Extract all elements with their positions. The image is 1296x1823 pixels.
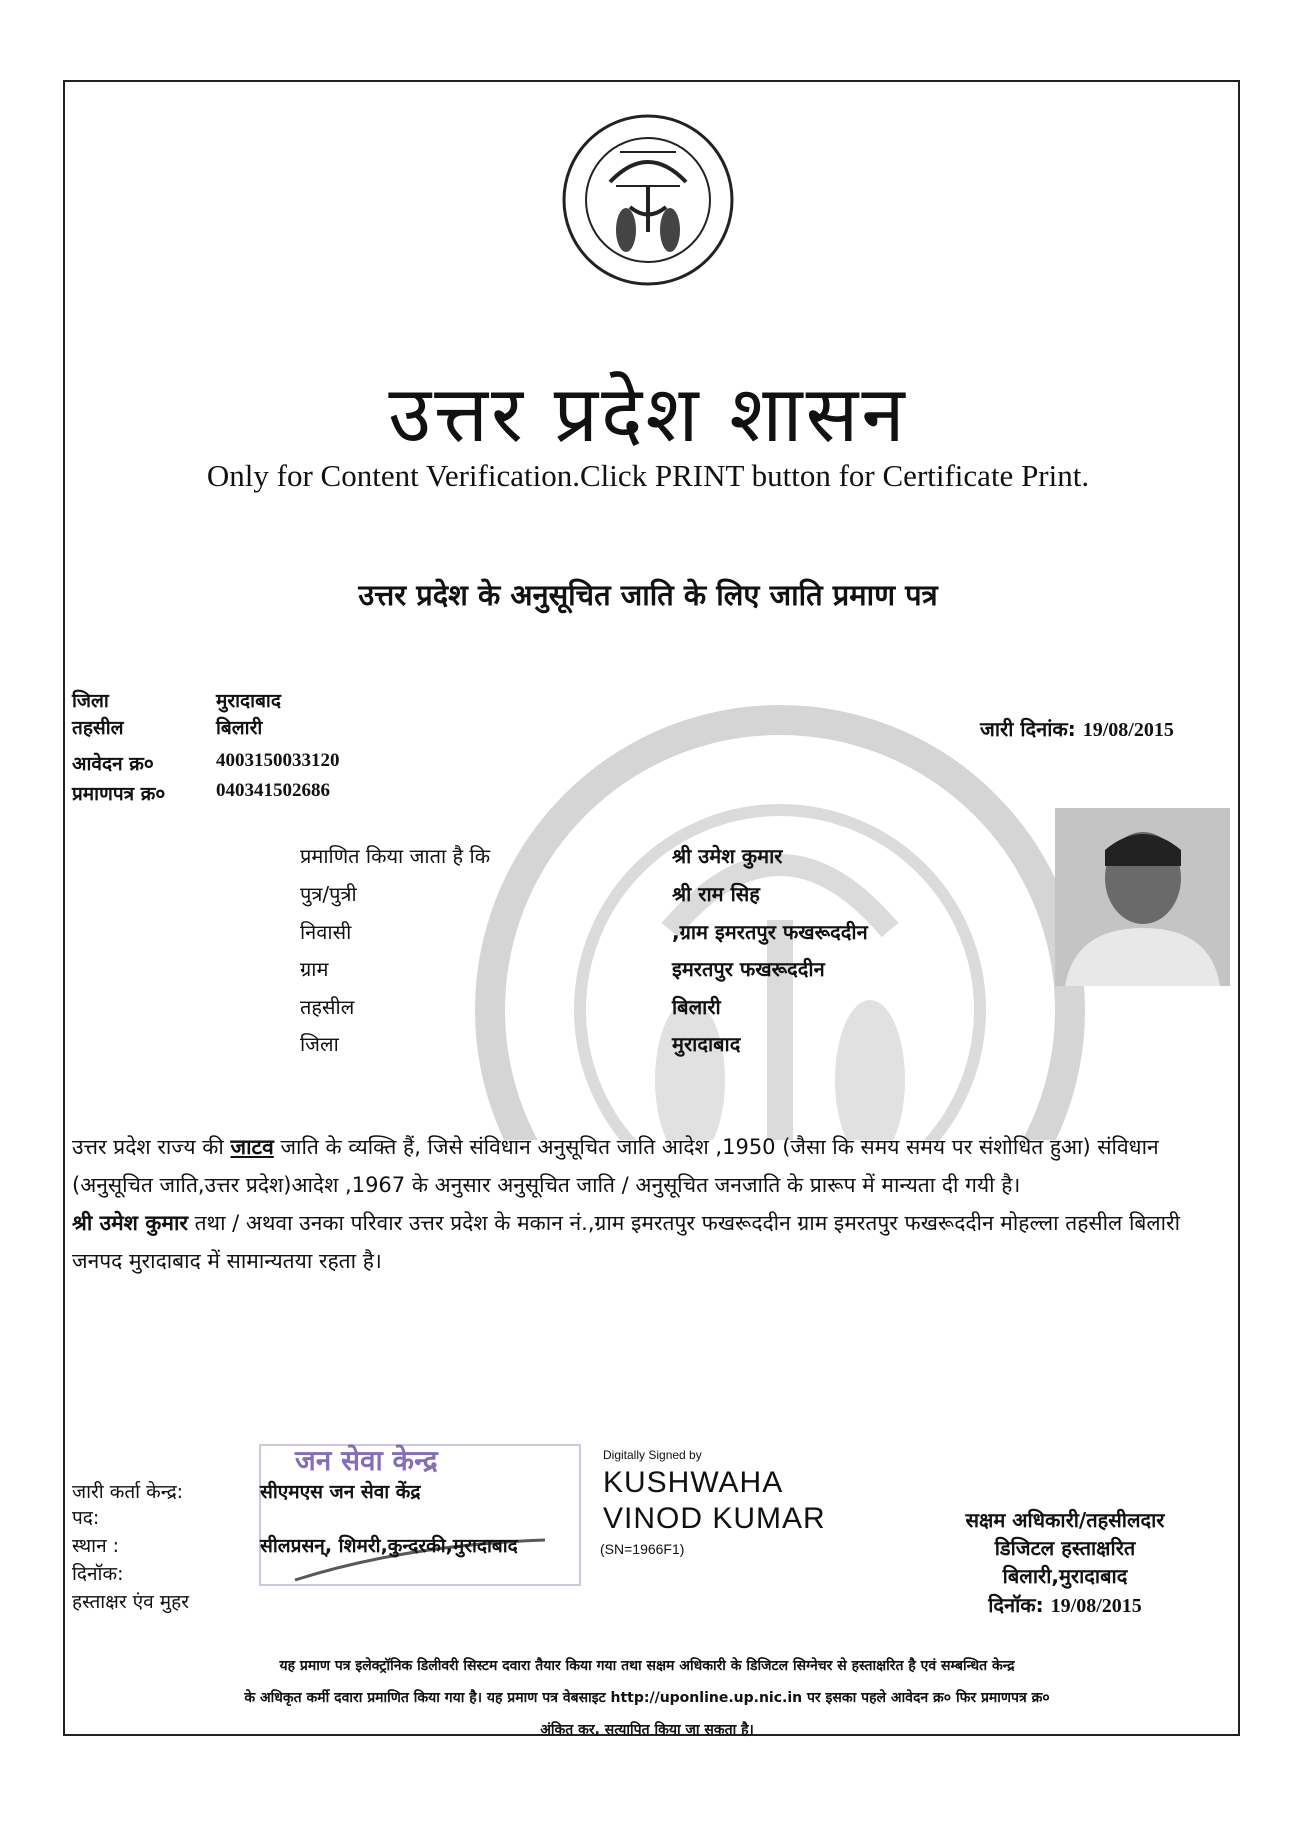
detail-label-resident: निवासी — [300, 920, 352, 944]
issuer-stamp — [255, 1440, 585, 1590]
detail-value-district: मुरादाबाद — [672, 1032, 741, 1056]
tehsil-label: तहसील — [72, 717, 124, 739]
place-value: सीलप्रसन्, शिमरी,कुन्दरकी,मुरादाबाद — [260, 1535, 518, 1557]
body-text-1b: जाति के व्यक्ति हैं, जिसे संविधान अनुसूचित जाति आदेश ,1950 (जैसा कि समय समय पर संशोधित हुआ) संविधान (अनुसूचित जाति,उत्तर प्रदेश)आदेश ,1967 के अनुसार अनुसूचित जाति / अनुसूचित जनजाति के प्रारूप में मान्यता दी गयी है। — [72, 1135, 1159, 1197]
authority-digital: डिजिटल हस्ताक्षरित — [994, 1536, 1136, 1560]
verification-notice: Only for Content Verification.Click PRINT button for Certificate Print. — [206, 458, 1090, 493]
application-number-value: 4003150033120 — [216, 750, 340, 771]
post-label: पद: — [72, 1507, 100, 1529]
authority-date — [900, 1591, 1230, 1618]
issue-date-value: 19/08/2015 — [1082, 719, 1174, 741]
body-name: श्री उमेश कुमार — [72, 1211, 188, 1235]
caste-name: जाटव — [230, 1135, 274, 1159]
issue-date-label: जारी दिनांक: — [980, 717, 1076, 741]
place-label: स्थान : — [72, 1535, 120, 1557]
signer-name-line2: VINOD KUMAR — [603, 1502, 826, 1535]
detail-label-certified: प्रमाणित किया जाता है कि — [300, 844, 491, 868]
authority-location: बिलारी,मुरादाबाद — [1002, 1564, 1128, 1588]
applicant-photo — [1055, 808, 1230, 986]
detail-label-village: ग्राम — [300, 957, 329, 981]
signature-serial: (SN=1966F1) — [600, 1541, 685, 1557]
certificate-body — [72, 1128, 1222, 1280]
footer-line-1: यह प्रमाण पत्र इलेक्ट्रॉनिक डिलीवरी सिस्टम दवारा तैयार किया गया तथा सक्षम अधिकारी के डिजिटल सिग्नेचर से हस्ताक्षरित है एवं सम्बन्धित केन्द्र — [279, 1658, 1015, 1674]
main-title: उत्तर प्रदेश शासन — [388, 370, 908, 460]
detail-value-village: इमरतपुर फखरूददीन — [672, 957, 825, 981]
detail-value-tehsil: बिलारी — [672, 995, 721, 1019]
detail-value-name: श्री उमेश कुमार — [672, 844, 783, 868]
detail-value-resident: ,ग्राम इमरतपुर फखरूददीन — [672, 920, 868, 944]
certificate-title: उत्तर प्रदेश के अनुसूचित जाति के लिए जाति प्रमाण पत्र — [358, 578, 938, 612]
certificate-number-label: प्रमाणपत्र क्र० — [72, 783, 166, 805]
district-label: जिला — [72, 690, 109, 712]
signature-seal-label: हस्ताक्षर एंव मुहर — [72, 1591, 189, 1613]
application-number-label: आवेदन क्र० — [72, 753, 154, 775]
authority-date-value: 19/08/2015 — [1050, 1595, 1142, 1617]
footer-note — [72, 1650, 1222, 1746]
tehsil-value: बिलारी — [216, 717, 263, 739]
certificate-number-value: 040341502686 — [216, 780, 330, 801]
watermark-emblem — [470, 680, 1090, 1140]
detail-label-parent: पुत्र/पुत्री — [300, 882, 357, 906]
footer-line-2: के अधिकृत कर्मी दवारा प्रमाणित किया गया है। यह प्रमाण पत्र वेबसाइट http://uponline.up.nic.in पर इसका पहले आवेदन क्र० फिर प्रमाणपत्र क्र० — [244, 1690, 1050, 1706]
signer-name-line1: KUSHWAHA — [603, 1466, 784, 1499]
detail-label-district: जिला — [300, 1032, 339, 1056]
date-label: दिनॉक: — [72, 1563, 124, 1585]
stamp-text: जन सेवा केन्द्र — [295, 1444, 438, 1477]
issuer-center-value: सीएमएस जन सेवा केंद्र — [260, 1481, 421, 1503]
body-text-2: तथा / अथवा उनका परिवार उत्तर प्रदेश के मकान नं.,ग्राम इमरतपुर फखरूददीन ग्राम इमरतपुर फखरूददीन मोहल्ला तहसील बिलारी जनपद मुरादाबाद में सामान्यतया रहता है। — [72, 1211, 1181, 1273]
authority-date-label: दिनॉक: — [988, 1593, 1044, 1617]
issue-date — [980, 715, 1174, 742]
digitally-signed-label: Digitally Signed by — [603, 1448, 702, 1462]
up-government-emblem — [560, 112, 736, 288]
body-text-1a: उत्तर प्रदेश राज्य की — [72, 1135, 231, 1159]
detail-value-parent: श्री राम सिह — [672, 882, 760, 906]
footer-line-3: अंकित कर, सत्यापित किया जा सकता है। — [540, 1722, 754, 1738]
detail-label-tehsil: तहसील — [300, 995, 355, 1019]
district-value: मुरादाबाद — [216, 690, 281, 712]
issuer-center-label: जारी कर्ता केन्द्र: — [72, 1481, 184, 1503]
authority-title: सक्षम अधिकारी/तहसीलदार — [965, 1508, 1165, 1532]
